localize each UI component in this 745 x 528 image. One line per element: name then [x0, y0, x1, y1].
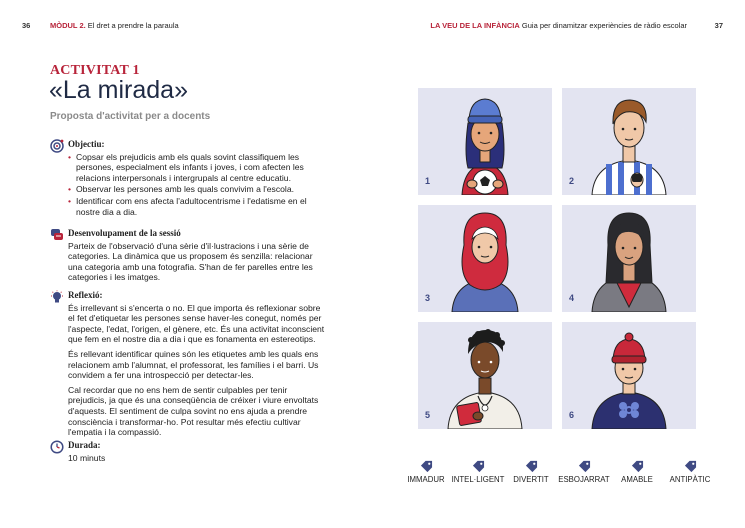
list-item: • Observar les persones amb les quals convivim a l'escola. — [68, 184, 328, 195]
activity-kicker: ACTIVITAT 1 — [50, 63, 140, 78]
objective-heading: Objectiu: — [68, 139, 105, 149]
illustration-number: 6 — [569, 410, 575, 420]
category-tags — [398, 460, 728, 500]
person-illustration — [562, 205, 696, 312]
speech-bubbles-icon — [50, 228, 64, 242]
tag-immadur[interactable] — [398, 460, 454, 484]
illustration-card-5 — [418, 322, 552, 429]
duration-value: 10 minuts — [68, 452, 106, 463]
duration-section — [50, 440, 328, 467]
objective-section — [50, 139, 328, 218]
tag-label-icon — [472, 460, 485, 473]
tag-label: ESBOJARRAT — [558, 475, 610, 484]
tag-label: DIVERTIT — [513, 475, 549, 484]
tag-label: IMMADUR — [407, 475, 445, 484]
illustration-number: 5 — [425, 410, 431, 420]
reflection-section — [50, 290, 328, 442]
tag-label: AMABLE — [621, 475, 653, 484]
person-illustration — [562, 88, 696, 195]
activity-subtitle: Proposta d'activitat per a docents — [50, 111, 211, 122]
guide-header — [430, 21, 687, 30]
module-label: MÒDUL 2. — [50, 21, 86, 30]
development-section — [50, 228, 328, 287]
tag-label-icon — [631, 460, 644, 473]
module-title: El dret a prendre la paraula — [87, 21, 179, 30]
illustration-number: 3 — [425, 293, 431, 303]
module-header — [50, 21, 179, 30]
list-item: • Identificar com ens afecta l'adultocentrisme i l'edatisme en el nostre dia a dia. — [68, 196, 328, 217]
duration-heading: Durada: — [68, 440, 101, 450]
tag-label-icon — [684, 460, 697, 473]
objective-list — [68, 152, 328, 218]
illustration-card-4 — [562, 205, 696, 312]
tag-label: INTEL·LIGENT — [451, 475, 505, 484]
tag-amable[interactable] — [609, 460, 665, 484]
page-number-right: 37 — [714, 21, 723, 30]
development-text: Parteix de l'observació d'una sèrie d'il·lustracions i una sèrie de categories. La dinàmica que us proposem és senzilla: relacionar una categoria amb una fotografia. S'han de fer parelles entre les categories i les imatges. — [68, 240, 313, 283]
reflection-paragraph: És rellevant identificar quines són les etiquetes amb les quals ens relacionem amb l'alumnat, el professorat, les famílies i el barri. Us convidem a fer una introspecció per detectar-les. — [68, 348, 319, 381]
tag-label-icon — [525, 460, 538, 473]
tag-antipatic[interactable] — [662, 460, 718, 484]
illustration-number: 4 — [569, 293, 575, 303]
person-illustration — [418, 322, 552, 429]
clock-icon — [50, 440, 64, 454]
list-item: • Copsar els prejudicis amb els quals sovint classifiquem les persones, especialment els infants i joves, i com afecten les relacions interpersonals i intergrupals al centre educatiu. — [68, 152, 328, 184]
reflection-paragraph: Cal recordar que no ens hem de sentir culpables per tenir prejudicis, ja que és una conseqüència de créixer i viure envoltats d'aquests. El sentiment de culpa sovint no ens ajuda a prendre consciència i transformar-ho. Pot resultar més efectiu cultivar l'empatia i la compassió. — [68, 384, 319, 438]
tag-esbojarrat[interactable] — [556, 460, 612, 484]
page-title: «La mirada» — [49, 76, 188, 104]
illustration-card-6 — [562, 322, 696, 429]
person-illustration — [562, 322, 696, 429]
tag-label-icon — [420, 460, 433, 473]
guide-title: Guia per dinamitzar experiències de ràdio escolar — [521, 21, 687, 30]
person-illustration — [418, 88, 552, 195]
target-icon — [50, 139, 64, 153]
reflection-paragraph: És irrellevant si s'encerta o no. El que importa és reflexionar sobre el fet d'etiquetar les persones sense haver-les conegut, només per l'aspecte, l'edat, l'origen, el gènere, etc. És una activitat inconscient que fem en el nostre dia a dia i que es fonamenta en estereotips. — [68, 302, 325, 345]
tag-label-icon — [578, 460, 591, 473]
tag-intelligent[interactable] — [450, 460, 506, 484]
tag-divertit[interactable] — [503, 460, 559, 484]
person-illustration — [418, 205, 552, 312]
lightbulb-icon — [50, 290, 64, 304]
development-heading: Desenvolupament de la sessió — [68, 228, 181, 238]
reflection-heading: Reflexió: — [68, 290, 103, 300]
illustration-card-1 — [418, 88, 552, 195]
illustration-number: 1 — [425, 176, 431, 186]
illustration-number: 2 — [569, 176, 575, 186]
page-number-left: 36 — [22, 21, 31, 30]
tag-label: ANTIPÀTIC — [669, 475, 711, 484]
illustration-card-2 — [562, 88, 696, 195]
illustration-card-3 — [418, 205, 552, 312]
guide-label: LA VEU DE LA INFÀNCIA — [430, 21, 520, 30]
